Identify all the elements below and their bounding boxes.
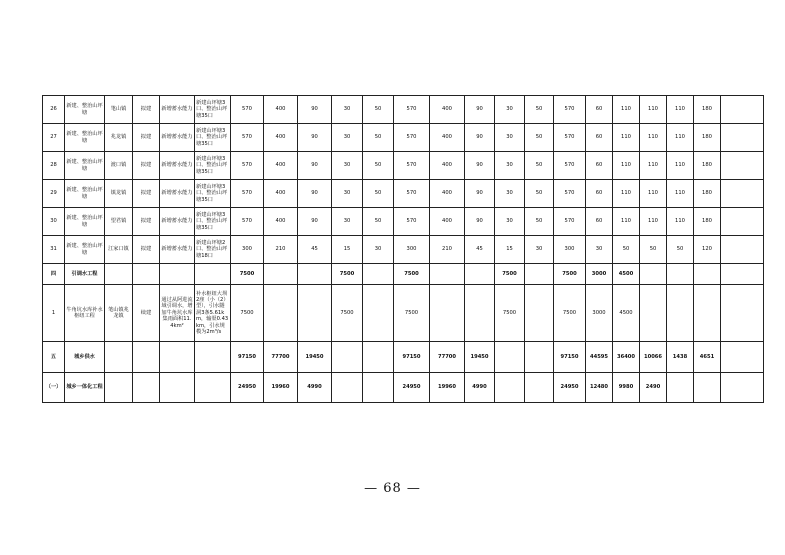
cell-y4: 110 <box>667 96 694 124</box>
cell-s1: 400 <box>430 152 465 180</box>
cell-s4: 50 <box>525 208 554 236</box>
cell-c2: 45 <box>298 236 332 264</box>
cell-remark <box>721 96 764 124</box>
cell-location: 兆龙镇 <box>105 124 133 152</box>
cell-content: 新建山坪塘3口、整治山坪塘35口 <box>195 208 231 236</box>
cell-seq: 31 <box>43 236 65 264</box>
cell-purpose: 新增蓄水能力 <box>160 152 195 180</box>
cell-c4: 50 <box>363 180 394 208</box>
cell-y3: 110 <box>640 124 667 152</box>
cell-status: 拟建 <box>133 180 160 208</box>
cell-c1: 19960 <box>264 373 298 403</box>
cell-c1 <box>264 264 298 285</box>
cell-content: 新建山坪塘3口、整治山坪塘35口 <box>195 96 231 124</box>
cell-project-name: 引调水工程 <box>65 264 105 285</box>
cell-y2: 110 <box>613 152 640 180</box>
cell-y3: 10066 <box>640 342 667 373</box>
cell-plan-total: 570 <box>554 124 586 152</box>
cell-plan-total: 570 <box>554 152 586 180</box>
cell-y1: 3000 <box>586 264 613 285</box>
table-row <box>43 236 764 264</box>
cell-c4: 50 <box>363 152 394 180</box>
cell-total: 570 <box>231 96 264 124</box>
cell-s2: 4990 <box>465 373 495 403</box>
cell-purpose <box>160 342 195 373</box>
table-row <box>43 124 764 152</box>
cell-c3 <box>332 342 363 373</box>
cell-c3: 30 <box>332 208 363 236</box>
cell-s3 <box>495 342 525 373</box>
table-row <box>43 96 764 124</box>
cell-y4 <box>667 373 694 403</box>
cell-y5: 180 <box>694 124 721 152</box>
cell-total: 570 <box>231 180 264 208</box>
cell-s1 <box>430 285 465 342</box>
cell-seq: 27 <box>43 124 65 152</box>
cell-y2: 4500 <box>613 264 640 285</box>
cell-c2: 90 <box>298 96 332 124</box>
cell-status: 拟建 <box>133 152 160 180</box>
cell-content <box>195 342 231 373</box>
cell-s3 <box>495 373 525 403</box>
cell-c4: 50 <box>363 124 394 152</box>
cell-c4 <box>363 285 394 342</box>
cell-y5: 180 <box>694 152 721 180</box>
cell-y5: 180 <box>694 180 721 208</box>
cell-purpose <box>160 373 195 403</box>
cell-c3: 30 <box>332 152 363 180</box>
cell-y1: 30 <box>586 236 613 264</box>
cell-project-name: 新建、整治山坪塘 <box>65 124 105 152</box>
cell-s4 <box>525 373 554 403</box>
cell-y3: 110 <box>640 152 667 180</box>
table-row <box>43 208 764 236</box>
cell-c1: 400 <box>264 124 298 152</box>
cell-s2: 45 <box>465 236 495 264</box>
cell-location: 笔山镇 <box>105 96 133 124</box>
cell-status: 拟建 <box>133 236 160 264</box>
project-investment-table <box>42 95 764 403</box>
section-row <box>43 373 764 403</box>
cell-total: 97150 <box>231 342 264 373</box>
table-row <box>43 180 764 208</box>
cell-y2: 110 <box>613 124 640 152</box>
cell-y3: 110 <box>640 208 667 236</box>
cell-location: 望君镇 <box>105 208 133 236</box>
cell-purpose: 新增蓄水能力 <box>160 208 195 236</box>
cell-y3 <box>640 285 667 342</box>
cell-y1: 60 <box>586 180 613 208</box>
cell-sub-total: 570 <box>394 96 430 124</box>
cell-content: 补水枢纽大坝2座（小（2）型），引水隧洞3条5.61km，输渠0.43km，引水规模为2m³/s <box>195 285 231 342</box>
cell-s3: 15 <box>495 236 525 264</box>
cell-total: 7500 <box>231 264 264 285</box>
cell-y5: 120 <box>694 236 721 264</box>
cell-c2 <box>298 285 332 342</box>
cell-s1: 400 <box>430 180 465 208</box>
cell-c3: 30 <box>332 180 363 208</box>
cell-status: 拟建 <box>133 208 160 236</box>
cell-c1: 77700 <box>264 342 298 373</box>
cell-seq: 四 <box>43 264 65 285</box>
cell-y5: 180 <box>694 96 721 124</box>
cell-s4: 50 <box>525 124 554 152</box>
cell-y1: 12480 <box>586 373 613 403</box>
cell-seq: （一） <box>43 373 65 403</box>
cell-s4: 50 <box>525 152 554 180</box>
cell-project-name: 城乡供水 <box>65 342 105 373</box>
cell-s2 <box>465 285 495 342</box>
cell-remark <box>721 342 764 373</box>
cell-s1: 400 <box>430 96 465 124</box>
cell-plan-total: 7500 <box>554 285 586 342</box>
cell-y5 <box>694 373 721 403</box>
cell-plan-total: 7500 <box>554 264 586 285</box>
cell-purpose: 新增蓄水能力 <box>160 236 195 264</box>
cell-seq: 五 <box>43 342 65 373</box>
table-row <box>43 285 764 342</box>
cell-y2: 110 <box>613 208 640 236</box>
cell-y2: 110 <box>613 96 640 124</box>
cell-s4 <box>525 285 554 342</box>
cell-s3: 7500 <box>495 264 525 285</box>
cell-c2: 90 <box>298 180 332 208</box>
cell-y3: 110 <box>640 96 667 124</box>
cell-s4: 30 <box>525 236 554 264</box>
cell-c3: 15 <box>332 236 363 264</box>
cell-project-name: 新建、整治山坪塘 <box>65 96 105 124</box>
cell-status: 拟建 <box>133 96 160 124</box>
section-row <box>43 342 764 373</box>
cell-y4: 50 <box>667 236 694 264</box>
cell-c4: 50 <box>363 96 394 124</box>
cell-c2 <box>298 264 332 285</box>
cell-status <box>133 373 160 403</box>
page-number: — 68 — <box>364 481 421 496</box>
table-row <box>43 152 764 180</box>
cell-y1: 44595 <box>586 342 613 373</box>
cell-sub-total: 570 <box>394 208 430 236</box>
cell-total: 570 <box>231 208 264 236</box>
cell-c1: 400 <box>264 96 298 124</box>
cell-y3: 2490 <box>640 373 667 403</box>
cell-s3: 30 <box>495 180 525 208</box>
cell-location <box>105 264 133 285</box>
cell-s1: 19960 <box>430 373 465 403</box>
cell-remark <box>721 180 764 208</box>
cell-s4 <box>525 342 554 373</box>
cell-status <box>133 264 160 285</box>
cell-location: 笔山镇兆龙镇 <box>105 285 133 342</box>
cell-plan-total: 300 <box>554 236 586 264</box>
cell-remark <box>721 152 764 180</box>
cell-remark <box>721 373 764 403</box>
cell-y2: 50 <box>613 236 640 264</box>
cell-y2: 4500 <box>613 285 640 342</box>
cell-c2: 90 <box>298 124 332 152</box>
cell-status <box>133 342 160 373</box>
cell-sub-total: 7500 <box>394 285 430 342</box>
cell-s1: 210 <box>430 236 465 264</box>
cell-c1: 400 <box>264 180 298 208</box>
cell-s2: 90 <box>465 124 495 152</box>
cell-location: 镇龙镇 <box>105 180 133 208</box>
cell-remark <box>721 285 764 342</box>
cell-project-name: 牛角坑水库补水枢纽工程 <box>65 285 105 342</box>
cell-plan-total: 570 <box>554 208 586 236</box>
cell-sub-total: 570 <box>394 152 430 180</box>
cell-c2: 90 <box>298 208 332 236</box>
cell-total: 570 <box>231 124 264 152</box>
cell-content: 新建山坪塘2口、整治山坪塘18口 <box>195 236 231 264</box>
cell-y5 <box>694 285 721 342</box>
cell-y1: 60 <box>586 152 613 180</box>
cell-c2: 90 <box>298 152 332 180</box>
cell-content <box>195 373 231 403</box>
cell-y4: 110 <box>667 124 694 152</box>
cell-s2: 19450 <box>465 342 495 373</box>
cell-content: 新建山坪塘3口、整治山坪塘35口 <box>195 124 231 152</box>
cell-c4 <box>363 264 394 285</box>
cell-c3 <box>332 373 363 403</box>
cell-s2: 90 <box>465 208 495 236</box>
cell-remark <box>721 236 764 264</box>
cell-y4: 110 <box>667 208 694 236</box>
cell-project-name: 城乡一体化工程 <box>65 373 105 403</box>
cell-project-name: 新建、整治山坪塘 <box>65 208 105 236</box>
cell-c4: 30 <box>363 236 394 264</box>
cell-location <box>105 373 133 403</box>
cell-status: 拟建 <box>133 124 160 152</box>
cell-status: 续建 <box>133 285 160 342</box>
cell-c1: 400 <box>264 152 298 180</box>
cell-y1: 60 <box>586 208 613 236</box>
cell-y4: 1438 <box>667 342 694 373</box>
cell-y4: 110 <box>667 180 694 208</box>
cell-total: 24950 <box>231 373 264 403</box>
cell-sub-total: 300 <box>394 236 430 264</box>
cell-y5: 4651 <box>694 342 721 373</box>
cell-plan-total: 570 <box>554 180 586 208</box>
cell-c3: 30 <box>332 124 363 152</box>
cell-c2: 19450 <box>298 342 332 373</box>
cell-s2: 90 <box>465 180 495 208</box>
cell-c1: 210 <box>264 236 298 264</box>
cell-total: 570 <box>231 152 264 180</box>
cell-c3: 30 <box>332 96 363 124</box>
cell-y1: 60 <box>586 96 613 124</box>
cell-sub-total: 570 <box>394 124 430 152</box>
cell-s2 <box>465 264 495 285</box>
cell-c4: 50 <box>363 208 394 236</box>
cell-s3: 30 <box>495 124 525 152</box>
cell-purpose: 新增蓄水能力 <box>160 180 195 208</box>
cell-purpose <box>160 264 195 285</box>
cell-plan-total: 97150 <box>554 342 586 373</box>
cell-y1: 60 <box>586 124 613 152</box>
cell-seq: 29 <box>43 180 65 208</box>
cell-y1: 3000 <box>586 285 613 342</box>
cell-y4: 110 <box>667 152 694 180</box>
cell-sub-total: 570 <box>394 180 430 208</box>
cell-purpose: 新增蓄水能力 <box>160 124 195 152</box>
cell-s4: 50 <box>525 180 554 208</box>
cell-plan-total: 570 <box>554 96 586 124</box>
cell-y4 <box>667 264 694 285</box>
cell-s3: 30 <box>495 152 525 180</box>
cell-y5 <box>694 264 721 285</box>
cell-s3: 30 <box>495 208 525 236</box>
cell-c2: 4990 <box>298 373 332 403</box>
cell-content <box>195 264 231 285</box>
cell-sub-total: 97150 <box>394 342 430 373</box>
cell-seq: 26 <box>43 96 65 124</box>
cell-seq: 30 <box>43 208 65 236</box>
cell-s3: 7500 <box>495 285 525 342</box>
cell-c1: 400 <box>264 208 298 236</box>
cell-location <box>105 342 133 373</box>
cell-y3: 110 <box>640 180 667 208</box>
cell-seq: 1 <box>43 285 65 342</box>
cell-seq: 28 <box>43 152 65 180</box>
cell-s1: 77700 <box>430 342 465 373</box>
cell-s4 <box>525 264 554 285</box>
cell-c3: 7500 <box>332 264 363 285</box>
cell-plan-total: 24950 <box>554 373 586 403</box>
cell-sub-total: 7500 <box>394 264 430 285</box>
cell-y2: 36400 <box>613 342 640 373</box>
cell-c4 <box>363 373 394 403</box>
cell-project-name: 新建、整治山坪塘 <box>65 152 105 180</box>
cell-y5: 180 <box>694 208 721 236</box>
cell-purpose: 新增蓄水能力 <box>160 96 195 124</box>
cell-s4: 50 <box>525 96 554 124</box>
cell-s2: 90 <box>465 96 495 124</box>
cell-remark <box>721 264 764 285</box>
cell-y2: 9980 <box>613 373 640 403</box>
cell-location: 江家口镇 <box>105 236 133 264</box>
cell-c3: 7500 <box>332 285 363 342</box>
cell-s1 <box>430 264 465 285</box>
section-row <box>43 264 764 285</box>
cell-content: 新建山坪塘3口、整治山坪塘35口 <box>195 180 231 208</box>
cell-content: 新建山坪塘3口、整治山坪塘35口 <box>195 152 231 180</box>
cell-c4 <box>363 342 394 373</box>
cell-y3 <box>640 264 667 285</box>
cell-c1 <box>264 285 298 342</box>
cell-sub-total: 24950 <box>394 373 430 403</box>
cell-s1: 400 <box>430 124 465 152</box>
cell-y4 <box>667 285 694 342</box>
cell-remark <box>721 208 764 236</box>
cell-location: 渡口镇 <box>105 152 133 180</box>
cell-y2: 110 <box>613 180 640 208</box>
cell-y3: 50 <box>640 236 667 264</box>
cell-project-name: 新建、整治山坪塘 <box>65 236 105 264</box>
cell-total: 300 <box>231 236 264 264</box>
cell-remark <box>721 124 764 152</box>
cell-s3: 30 <box>495 96 525 124</box>
cell-total: 7500 <box>231 285 264 342</box>
cell-project-name: 新建、整治山坪塘 <box>65 180 105 208</box>
cell-s2: 90 <box>465 152 495 180</box>
cell-purpose: 通过从阿进流域引调水，增加牛角坑水库集雨面积11.4km² <box>160 285 195 342</box>
cell-s1: 400 <box>430 208 465 236</box>
